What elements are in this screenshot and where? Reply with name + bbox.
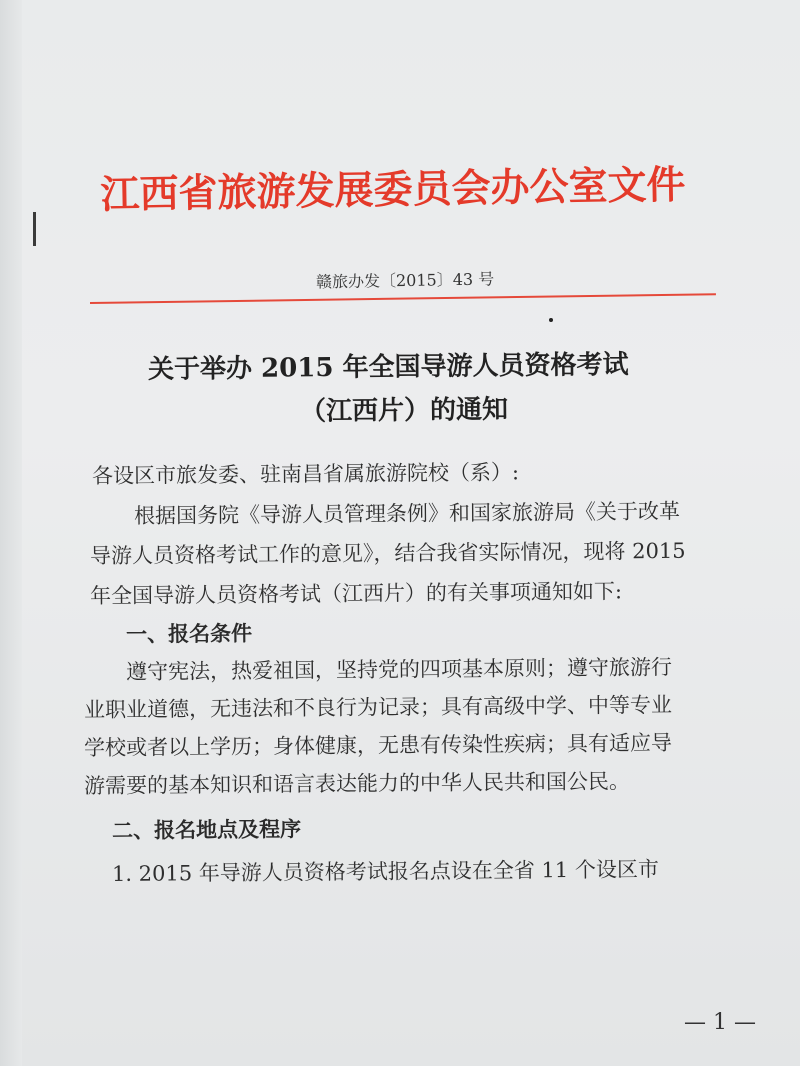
intro-line: 根据国务院《导游人员管理条例》和国家旅游局《关于改革 <box>133 499 681 528</box>
section-2-heading: 二、报名地点及程序 <box>111 817 302 843</box>
document-number: 赣旅办发〔2015〕43 号 <box>315 269 495 292</box>
section-1-line: 业职业道德，无违法和不良行为记录；具有高级中学、中等专业 <box>83 692 673 722</box>
header-red-rule <box>90 293 716 304</box>
section-1-line: 遵守宪法，热爱祖国，坚持党的四项基本原则；遵守旅游行 <box>125 655 673 684</box>
salutation: 各设区市旅发委、驻南昌省属旅游院校（系）: <box>91 460 520 488</box>
notice-title-line-2: （江西片）的通知 <box>299 394 509 427</box>
section-1-line: 学校或者以上学历；身体健康，无患有传染性疾病；具有适应导 <box>83 730 673 760</box>
intro-line: 导游人员资格考试工作的意见》，结合我省实际情况，现将 2015 <box>89 538 686 568</box>
intro-line: 年全国导游人员资格考试（江西片）的有关事项通知如下: <box>89 579 623 608</box>
page-number: — 1 — <box>684 1010 756 1035</box>
section-1-heading: 一、报名条件 <box>125 621 253 647</box>
section-1-line: 游需要的基本知识和语言表达能力的中华人民共和国公民。 <box>83 769 631 798</box>
document-header-title: 江西省旅游发展委员会办公室文件 <box>100 162 686 218</box>
section-2-item-1: 1. 2015 年导游人员资格考试报名点设在全省 11 个设区市 <box>111 857 659 886</box>
ink-dot <box>549 318 553 322</box>
notice-title-line-1: 关于举办 2015 年全国导游人员资格考试 <box>147 349 629 385</box>
